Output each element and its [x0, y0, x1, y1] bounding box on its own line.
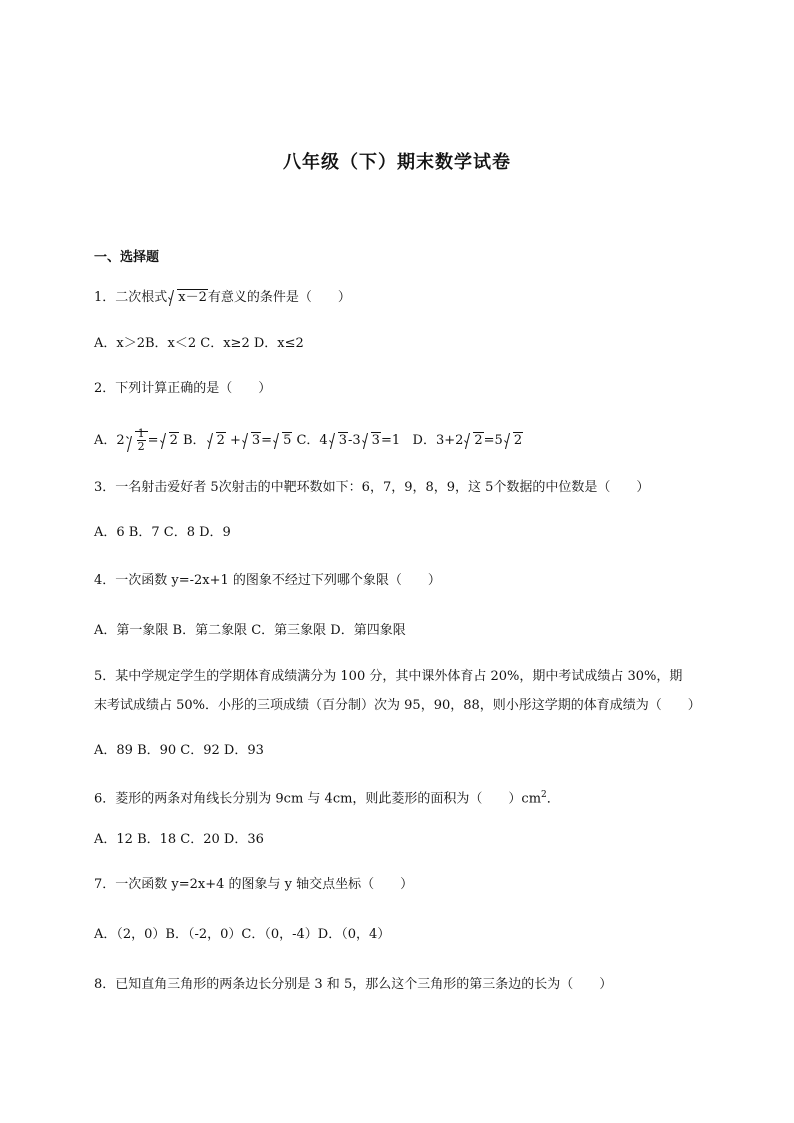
question-8: 8．已知直角三角形的两条边长分别是 3 和 5，那么这个三角形的第三条边的长为（ ）	[94, 977, 613, 992]
answers-5: A．89 B．90 C．92 D．93	[94, 743, 264, 758]
radicand: 3	[251, 433, 261, 448]
question-1-suffix: 有意义的条件是（ ）	[207, 290, 351, 305]
radicand: x－2	[178, 290, 207, 305]
option-d-prefix: D．3+2	[412, 433, 464, 448]
answers-6: A．12 B．18 C．20 D．36	[94, 832, 264, 847]
question-2: 2．下列计算正确的是（ ）	[94, 381, 272, 396]
option-a-prefix: A．2	[94, 433, 125, 448]
section-heading: 一、选择题	[94, 250, 160, 265]
sqrt-symbol	[504, 432, 523, 450]
sqrt-symbol	[168, 289, 208, 307]
radicand: 3	[338, 433, 347, 448]
question-6-end: ．	[546, 791, 560, 807]
radicand: 2	[216, 433, 225, 448]
sqrt-symbol	[207, 432, 226, 450]
fraction-numerator: 1	[137, 427, 145, 440]
answers-7: A．（2，0）B．（-2，0）C．（0，-4）D．（0，4）	[94, 927, 391, 942]
option-c-mid: -3	[347, 433, 361, 448]
radicand: 2	[474, 433, 483, 448]
option-d-eq: =5	[483, 433, 503, 448]
question-5-line-1: 5．某中学规定学生的学期体育成绩满分为 100 分，其中课外体育占 20%，期中考试成绩占 30%，期	[94, 669, 683, 684]
radicand: 5	[283, 433, 292, 448]
question-7: 7．一次函数 y=2x+4 的图象与 y 轴交点坐标（ ）	[94, 877, 414, 892]
option-c-end: =1	[380, 433, 401, 448]
sqrt-symbol	[464, 432, 483, 450]
answers-4: A．第一象限 B．第二象限 C．第三象限 D．第四象限	[94, 623, 406, 638]
sqrt-symbol	[160, 432, 179, 450]
sqrt-symbol	[273, 432, 292, 450]
page-title: 八年级（下）期末数学试卷	[283, 152, 511, 173]
question-1-prefix: 1．二次根式	[94, 290, 168, 305]
sqrt-symbol	[242, 432, 261, 450]
sqrt-symbol	[126, 428, 148, 453]
option-b-plus: +	[225, 433, 241, 448]
answers-1: A．x＞2B．x＜2 C．x≥2 D．x≤2	[94, 336, 304, 351]
option-b-eq: =	[261, 433, 273, 448]
question-4: 4．一次函数 y=-2x+1 的图象不经过下列哪个象限（ ）	[94, 573, 441, 588]
question-5-line-2: 末考试成绩占 50%．小彤的三项成绩（百分制）次为 95，90，88，则小彤这学期的体育成绩为（ ）	[94, 698, 701, 713]
sqrt-symbol	[362, 432, 381, 450]
answers-3: A．6 B．7 C．8 D．9	[94, 525, 231, 540]
question-1	[94, 289, 351, 307]
superscript: 2	[541, 790, 547, 800]
question-3: 3．一名射击爱好者 5次射击的中靶环数如下：6，7，9，8，9，这 5个数据的中位数是（ ）	[94, 480, 650, 495]
option-c-prefix: C．4	[296, 433, 328, 448]
fraction	[137, 428, 146, 453]
question-6-text: 6．菱形的两条对角线长分别为 9cm 与 4cm，则此菱形的面积为（ ）cm	[94, 791, 542, 807]
sqrt-symbol	[329, 432, 348, 450]
radicand: 2	[169, 433, 178, 448]
fraction-denominator: 2	[137, 440, 145, 453]
radicand: 3	[371, 433, 380, 448]
option-b-prefix: B．	[183, 433, 206, 448]
answers-2	[94, 428, 523, 453]
radicand: 2	[513, 433, 523, 448]
question-6	[94, 786, 560, 808]
option-a-eq: =	[147, 433, 159, 448]
